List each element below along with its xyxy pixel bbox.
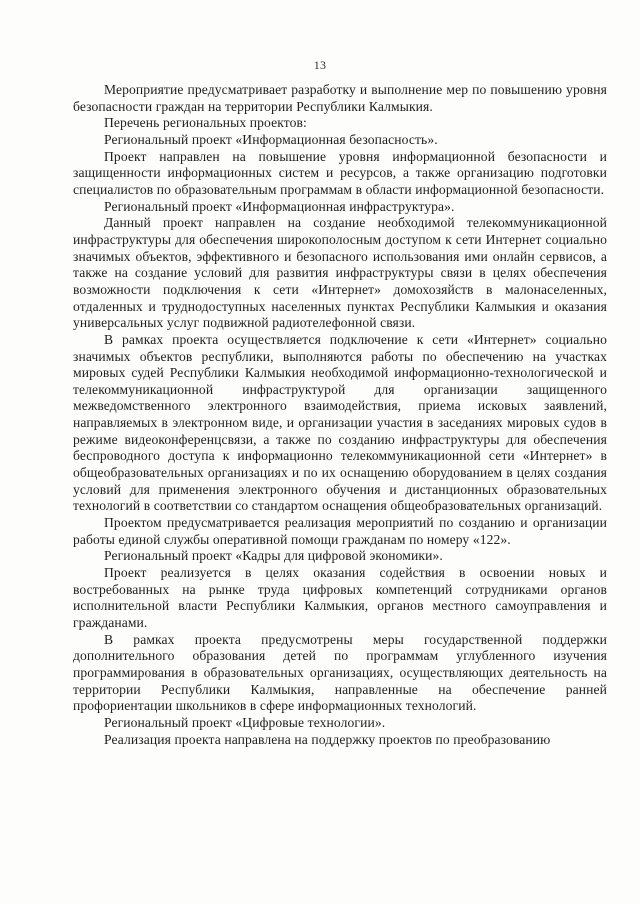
paragraph-project-digital-tech-body: Реализация проекта направлена на поддержку проектов по преобразованию xyxy=(104,731,551,747)
paragraph-project-infosecurity-title: Региональный проект «Информационная безопасность». xyxy=(104,131,438,147)
paragraph-project-personnel-title: Региональный проект «Кадры для цифровой экономики». xyxy=(104,548,443,564)
paragraph-project-digital-tech-title: Региональный проект «Цифровые технологии». xyxy=(104,714,386,730)
paragraph-project-122-service: Проектом предусматривается реализация мероприятий по созданию и организации работы единой службы оперативной помощи гражданам по номеру «122». xyxy=(73,515,607,547)
paragraph-project-infosecurity-body: Проект направлен на повышение уровня информационной безопасности и защищенности информационных систем и ресурсов, а также организацию подготовки специалистов по образовательным программам в области информационной безопасности. xyxy=(73,148,607,197)
paragraph-project-infrastructure-details: В рамках проекта осуществляется подключение к сети «Интернет» социально значимых объектов республики, выполняются работы по обеспечению на участках мировых судей Республики Калмыкия необходимой информационно-технологической и телекоммуникационной инфраструктурой для организации защищенного межведомственного электронного взаимодействия, приема исковых заявлений, направляемых в электронном виде, и организации участия в заседаниях мировых судов в режиме видеоконференцсвязи, а также по созданию инфраструктуры для обеспечения беспроводного доступа к информационно телекоммуникационной сети «Интернет» в общеобразовательных организациях и по их оснащению оборудованием в целях создания условий для применения электронного обучения и дистанционных образовательных технологий в соответствии со стандартом оснащения общеобразовательных организаций. xyxy=(73,331,607,514)
page-number: 13 xyxy=(313,58,327,72)
paragraph-project-infrastructure-body: Данный проект направлен на создание необходимой телекоммуникационной инфраструктуры для обеспечения широкополосным доступом к сети Интернет социально значимых объектов, эффективного и безопасного использования ими онлайн сервисов, а также на создание условий для развития инфраструктуры связи в целях обеспечения возможности подключения к сети «Интернет» домохозяйств в малонаселенных, отдаленных и труднодоступных населенных пунктах Республики Калмыкия и оказания универсальных услуг подвижной радиотелефонной связи. xyxy=(73,215,607,331)
document-body xyxy=(73,82,607,748)
paragraph-measures-intro: Мероприятие предусматривает разработку и выполнение мер по повышению уровня безопасности граждан на территории Республики Калмыкия. xyxy=(73,82,607,114)
paragraph-project-infrastructure-title: Региональный проект «Информационная инфраструктура». xyxy=(104,198,455,214)
paragraph-project-personnel-support: В рамках проекта предусмотрены меры государственной поддержки дополнительного образования детей по программам углубленного изучения программирования в образовательных организациях, осуществляющих деятельность на территории Республики Калмыкия, направленные на обеспечение ранней профориентации школьников в сфере информационных технологий. xyxy=(73,631,607,714)
paragraph-projects-list-heading: Перечень региональных проектов: xyxy=(104,115,307,131)
paragraph-project-personnel-body: Проект реализуется в целях оказания содействия в освоении новых и востребованных на рынке труда цифровых компетенций сотрудниками органов исполнительной власти Республики Калмыкия, органов местного самоуправления и гражданами. xyxy=(73,565,607,630)
